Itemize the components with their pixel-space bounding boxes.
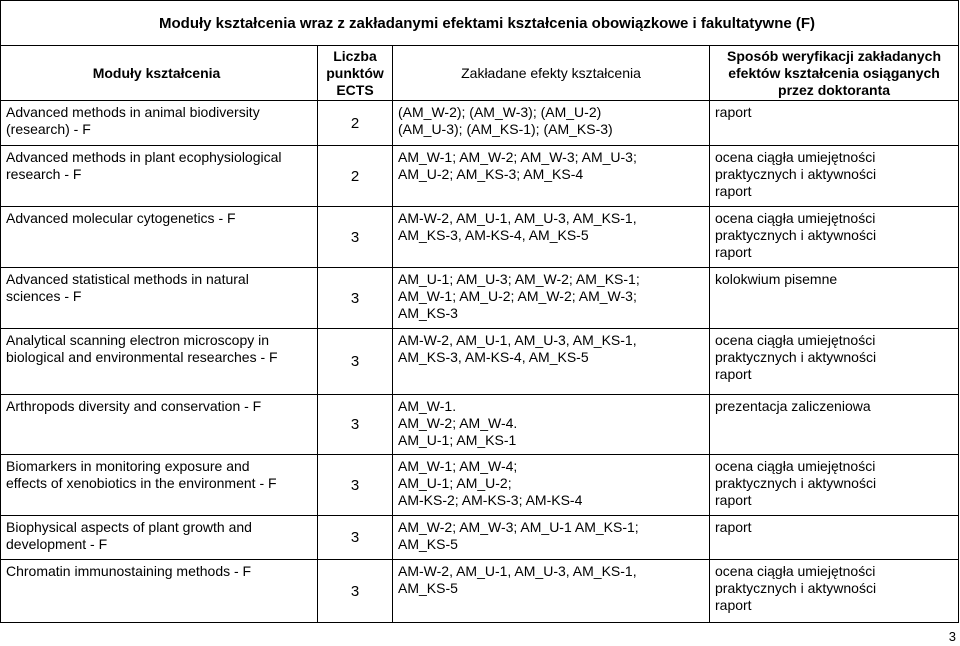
module-name: Advanced methods in plant ecophysiological research - F <box>1 146 318 207</box>
verification-method: raport <box>710 101 959 146</box>
module-name: Advanced molecular cytogenetics - F <box>1 207 318 268</box>
module-name: Advanced methods in animal biodiversity (research) - F <box>1 101 318 146</box>
table-row <box>1 455 959 516</box>
ects-value: 2 <box>318 101 393 146</box>
header-module: Moduły kształcenia <box>1 46 318 101</box>
verification-method: raport <box>710 516 959 560</box>
document-title: Moduły kształcenia wraz z zakładanymi efektami kształcenia obowiązkowe i fakultatywne (F) <box>1 1 959 46</box>
learning-effects: AM_W-1; AM_W-2; AM_W-3; AM_U-3; AM_U-2; AM_KS-3; AM_KS-4 <box>393 146 710 207</box>
header-row <box>1 46 959 101</box>
verification-method: ocena ciągła umiejętności praktycznych i aktywności raport <box>710 207 959 268</box>
table-row <box>1 146 959 207</box>
learning-effects: AM-W-2, AM_U-1, AM_U-3, AM_KS-1, AM_KS-3, AM-KS-4, AM_KS-5 <box>393 329 710 395</box>
ects-value: 3 <box>318 560 393 623</box>
ects-value: 3 <box>318 455 393 516</box>
learning-effects: (AM_W-2); (AM_W-3); (AM_U-2) (AM_U-3); (AM_KS-1); (AM_KS-3) <box>393 101 710 146</box>
ects-value: 3 <box>318 516 393 560</box>
learning-effects: AM-W-2, AM_U-1, AM_U-3, AM_KS-1, AM_KS-3, AM-KS-4, AM_KS-5 <box>393 207 710 268</box>
title-row <box>1 1 959 46</box>
module-name: Advanced statistical methods in natural sciences - F <box>1 268 318 329</box>
page-number: 3 <box>948 629 956 644</box>
table-row <box>1 101 959 146</box>
learning-effects: AM_W-2; AM_W-3; AM_U-1 AM_KS-1; AM_KS-5 <box>393 516 710 560</box>
verification-method: kolokwium pisemne <box>710 268 959 329</box>
table-row <box>1 268 959 329</box>
learning-effects: AM-W-2, AM_U-1, AM_U-3, AM_KS-1, AM_KS-5 <box>393 560 710 623</box>
ects-value: 3 <box>318 329 393 395</box>
module-name: Arthropods diversity and conservation - F <box>1 395 318 455</box>
ects-value: 3 <box>318 395 393 455</box>
verification-method: ocena ciągła umiejętności praktycznych i aktywności raport <box>710 560 959 623</box>
learning-effects: AM_W-1. AM_W-2; AM_W-4. AM_U-1; AM_KS-1 <box>393 395 710 455</box>
ects-value: 2 <box>318 146 393 207</box>
module-name: Chromatin immunostaining methods - F <box>1 560 318 623</box>
table-row <box>1 560 959 623</box>
ects-value: 3 <box>318 268 393 329</box>
learning-effects: AM_U-1; AM_U-3; AM_W-2; AM_KS-1; AM_W-1; AM_U-2; AM_W-2; AM_W-3; AM_KS-3 <box>393 268 710 329</box>
learning-effects: AM_W-1; AM_W-4; AM_U-1; AM_U-2; AM-KS-2; AM-KS-3; AM-KS-4 <box>393 455 710 516</box>
table-row <box>1 207 959 268</box>
verification-method: ocena ciągła umiejętności praktycznych i aktywności raport <box>710 455 959 516</box>
header-verification: Sposób weryfikacji zakładanych efektów kształcenia osiąganych przez doktoranta <box>710 46 959 101</box>
verification-method: ocena ciągła umiejętności praktycznych i aktywności raport <box>710 146 959 207</box>
verification-method: ocena ciągła umiejętności praktycznych i aktywności raport <box>710 329 959 395</box>
table-row <box>1 516 959 560</box>
module-name: Biomarkers in monitoring exposure and effects of xenobiotics in the environment - F <box>1 455 318 516</box>
header-effects: Zakładane efekty kształcenia <box>393 46 710 101</box>
verification-method: prezentacja zaliczeniowa <box>710 395 959 455</box>
module-name: Analytical scanning electron microscopy in biological and environmental researches - F <box>1 329 318 395</box>
module-name: Biophysical aspects of plant growth and development - F <box>1 516 318 560</box>
header-ects: Liczba punktów ECTS <box>318 46 393 101</box>
table-row <box>1 395 959 455</box>
ects-value: 3 <box>318 207 393 268</box>
table-row <box>1 329 959 395</box>
